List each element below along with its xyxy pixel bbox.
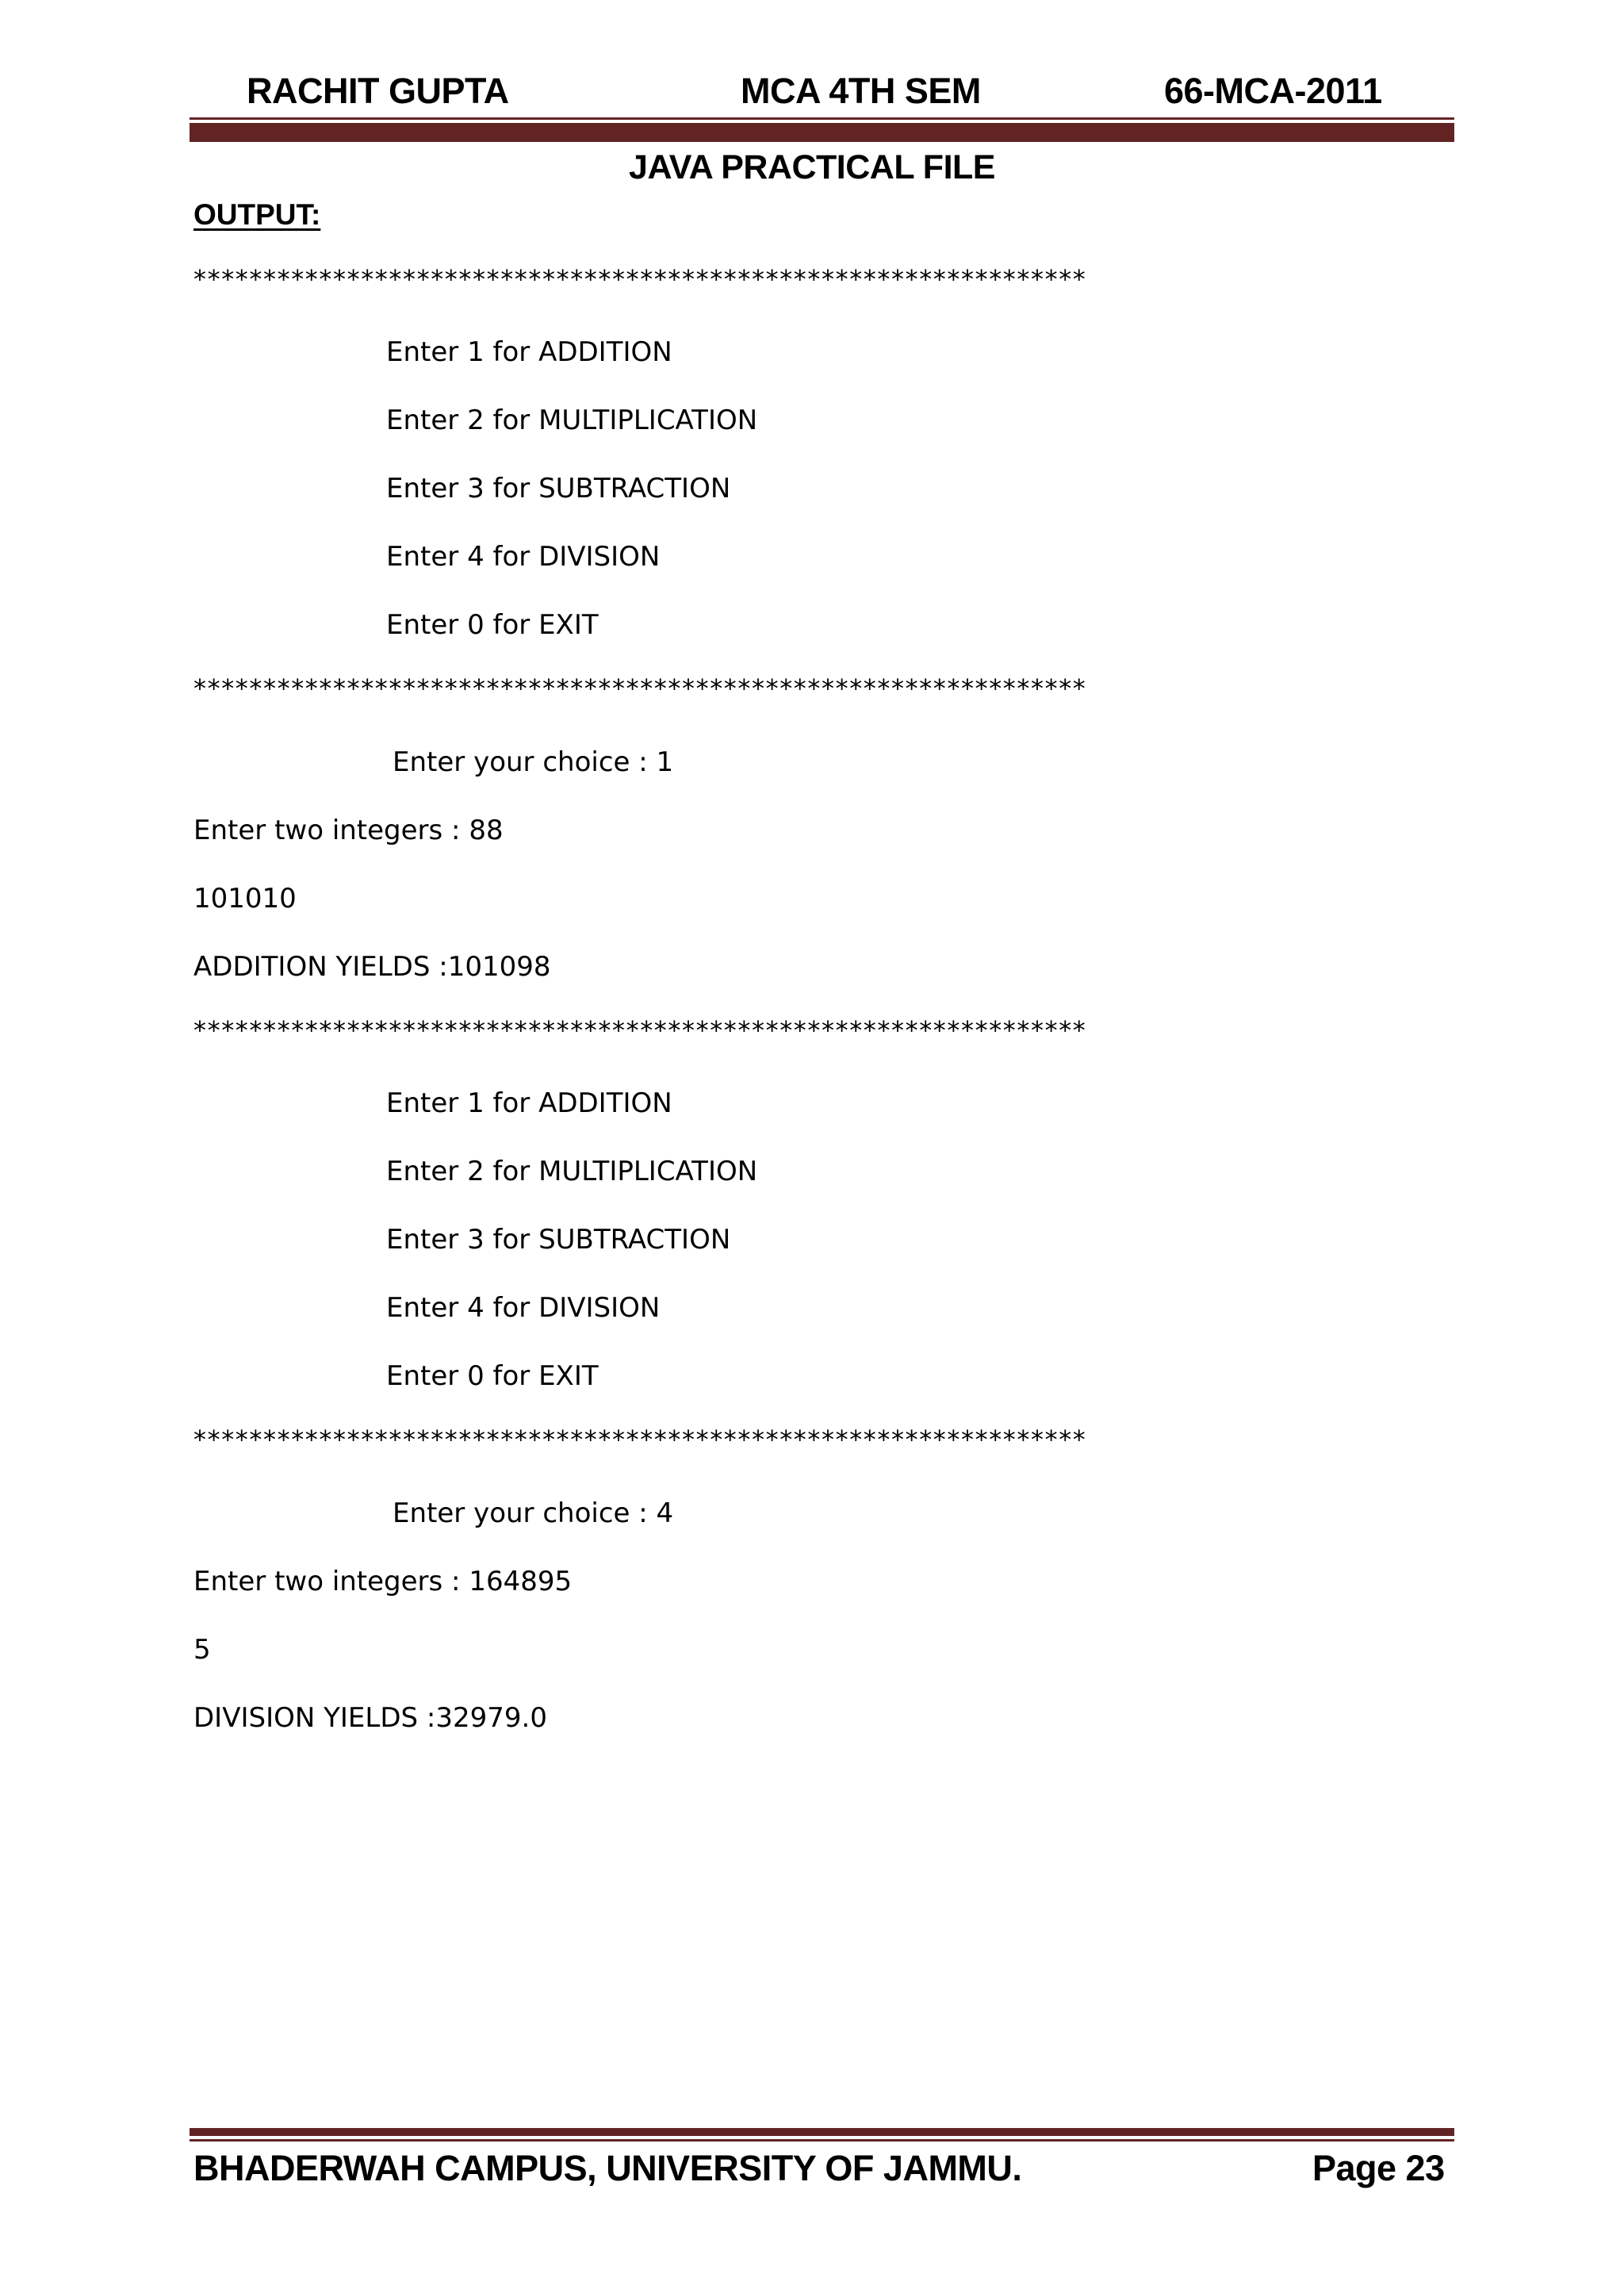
menu-item: Enter 4 for DIVISION [386,541,661,573]
menu-item: Enter 0 for EXIT [386,1360,599,1392]
page-number: Page 23 [1312,2148,1445,2188]
header-roll-number: 66-MCA-2011 [1164,71,1382,111]
input-value: 101010 [193,883,297,915]
menu-item: Enter 0 for EXIT [386,609,599,641]
footer-rule-thin [190,2139,1454,2142]
header-rule-thin [190,117,1454,120]
result-line: ADDITION YIELDS :101098 [193,951,551,983]
menu-item: Enter 3 for SUBTRACTION [386,1224,731,1256]
menu-item: Enter 2 for MULTIPLICATION [386,1156,758,1187]
output-heading: OUTPUT: [193,198,321,231]
menu-item: Enter 2 for MULTIPLICATION [386,405,758,436]
choice-prompt: Enter your choice : 4 [393,1497,674,1529]
menu-item: Enter 1 for ADDITION [386,336,672,368]
input-value: 5 [193,1634,211,1666]
footer-campus: BHADERWAH CAMPUS, UNIVERSITY OF JAMMU. [193,2148,1022,2188]
result-line: DIVISION YIELDS :32979.0 [193,1702,547,1734]
footer-rule-thick [190,2128,1454,2136]
input-prompt: Enter two integers : 164895 [193,1566,573,1597]
input-prompt: Enter two integers : 88 [193,815,504,846]
separator-stars: **************************************************************** [193,1424,1087,1455]
separator-stars: **************************************************************** [193,673,1087,704]
menu-item: Enter 3 for SUBTRACTION [386,473,731,504]
choice-prompt: Enter your choice : 1 [393,746,674,778]
document-title: JAVA PRACTICAL FILE [629,148,995,186]
separator-stars: **************************************************************** [193,264,1087,294]
menu-item: Enter 1 for ADDITION [386,1087,672,1119]
separator-stars: **************************************************************** [193,1015,1087,1045]
header-rule-thick [190,123,1454,142]
header-semester: MCA 4TH SEM [741,71,981,111]
menu-item: Enter 4 for DIVISION [386,1292,661,1324]
header-student-name: RACHIT GUPTA [247,71,509,111]
